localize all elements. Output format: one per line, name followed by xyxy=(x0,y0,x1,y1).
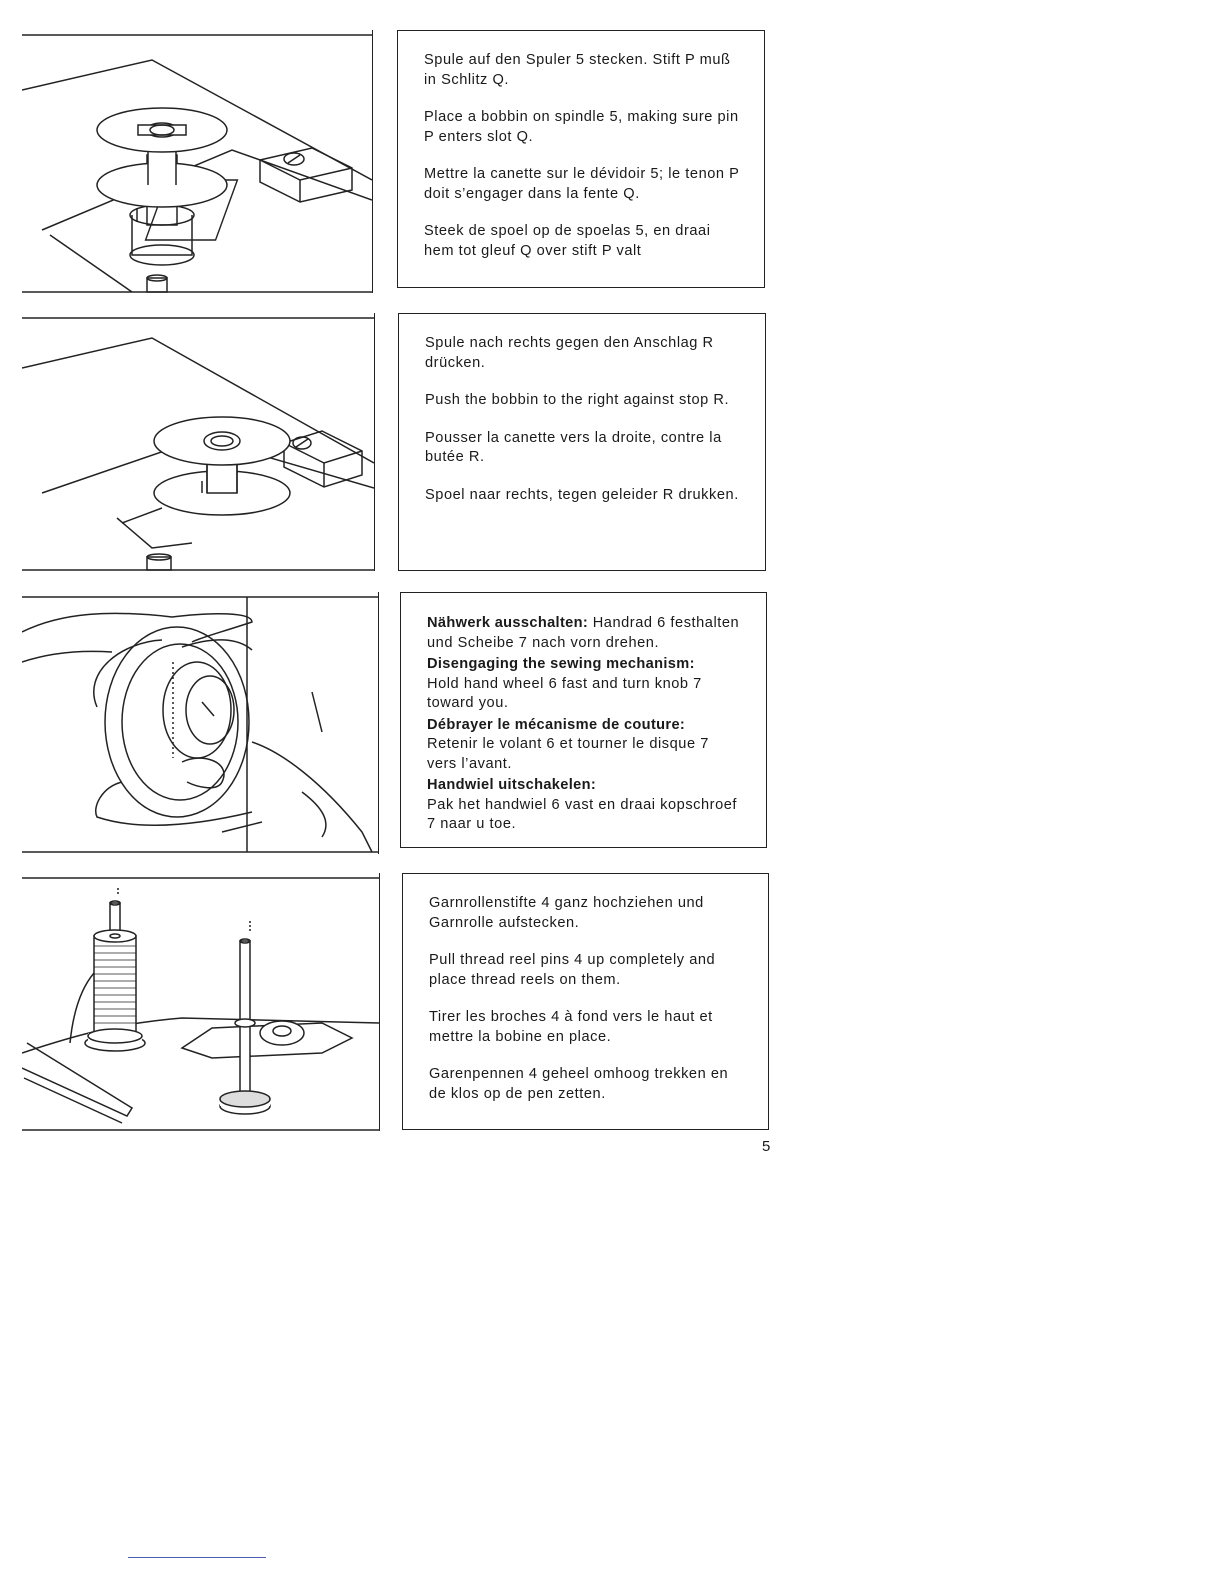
bobbin-spindle-illustration xyxy=(22,30,373,293)
bobbin-push-illustration xyxy=(22,313,375,571)
heading-nl: Handwiel uitschakelen: xyxy=(427,777,597,793)
bobbin-push-drawing xyxy=(22,313,374,571)
paragraph-fr xyxy=(427,716,742,775)
paragraph-de: Garnrollenstifte 4 ganz hochziehen und Garnrolle aufstecken. xyxy=(429,895,704,931)
handwheel-illustration xyxy=(22,592,379,854)
paragraph-fr: Tirer les broches 4 à fond vers le haut et mettre la bobine en place. xyxy=(429,1009,713,1045)
paragraph-en: Place a bobbin on spindle 5, making sure pin P enters slot Q. xyxy=(424,109,739,145)
heading-de: Nähwerk ausschalten: xyxy=(427,615,589,631)
paragraph-de: Spule auf den Spuler 5 stecken. Stift P muß in Schlitz Q. xyxy=(424,52,731,88)
paragraph-nl: Steek de spoel op de spoelas 5, en draai hem tot gleuf Q over stift P valt xyxy=(424,223,711,259)
heading-fr: Débrayer le mécanisme de couture: xyxy=(427,716,686,733)
body-de: Handrad 6 festhalten und Scheibe 7 nach vorn drehen. xyxy=(427,615,740,651)
thread-reel-illustration xyxy=(22,873,380,1131)
paragraph-en xyxy=(427,655,742,714)
body-en: Hold hand wheel 6 fast and turn knob 7 toward you. xyxy=(427,675,702,711)
heading-en: Disengaging the sewing mechanism: xyxy=(427,656,695,672)
paragraph-nl xyxy=(427,776,742,835)
paragraph-en: Push the bobbin to the right against stop R. xyxy=(425,392,730,408)
page-number: 5 xyxy=(762,1138,771,1155)
instruction-text-2 xyxy=(398,313,766,571)
body-nl: Pak het handwiel 6 vast en draai kopschroef 7 naar u toe. xyxy=(427,796,738,832)
paragraph-fr: Pousser la canette vers la droite, contre la butée R. xyxy=(425,429,722,465)
handwheel-disengage-drawing xyxy=(22,592,378,854)
paragraph-nl: Spoel naar rechts, tegen geleider R drukken. xyxy=(425,486,739,503)
instruction-text-3 xyxy=(400,592,767,848)
footer-rule xyxy=(128,1557,266,1558)
paragraph-fr: Mettre la canette sur le dévidoir 5; le tenon P doit s’engager dans la fente Q. xyxy=(424,166,740,202)
instruction-text-1 xyxy=(397,30,765,288)
paragraph-en: Pull thread reel pins 4 up completely and place thread reels on them. xyxy=(429,952,716,988)
instruction-text-4 xyxy=(402,873,769,1130)
paragraph-de xyxy=(427,614,742,653)
paragraph-nl: Garenpennen 4 geheel omhoog trekken en de klos op de pen zetten. xyxy=(429,1066,729,1102)
paragraph-de: Spule nach rechts gegen den Anschlag R drücken. xyxy=(425,335,714,371)
bobbin-on-spindle-drawing xyxy=(22,30,372,293)
body-fr: Retenir le volant 6 et tourner le disque 7 vers l’avant. xyxy=(427,736,709,772)
thread-reel-pins-drawing xyxy=(22,873,379,1131)
